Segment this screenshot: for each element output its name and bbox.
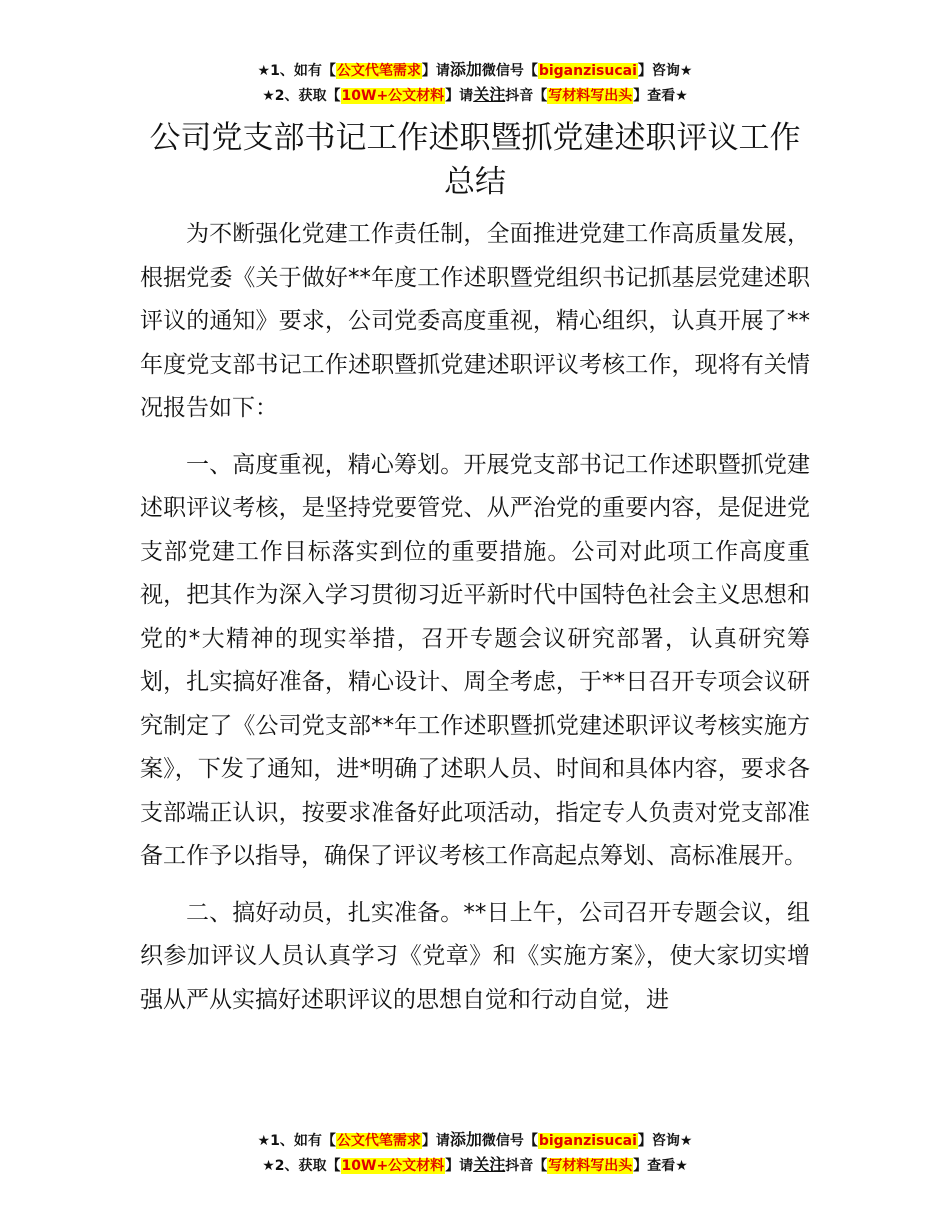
promo-emphasis: 添加 [449, 1130, 482, 1149]
promo-douyin-id: 写材料写出头 [548, 88, 633, 104]
promo-text: ★1、如有【 [257, 63, 336, 79]
promo-emphasis: 关注 [473, 1155, 506, 1174]
promo-douyin-id: 写材料写出头 [548, 1158, 633, 1174]
promo-highlight: 公文代笔需求 [336, 1133, 421, 1149]
promo-highlight: 10W+公文材料 [341, 1158, 445, 1174]
promo-banner-top [0, 58, 950, 108]
promo-line-2 [0, 83, 950, 108]
promo-text: ★2、获取【 [262, 1158, 341, 1174]
promo-text: ★2、获取【 [262, 88, 341, 104]
promo-text: 微信号【 [481, 1133, 538, 1149]
promo-text: 】请 [445, 88, 474, 104]
promo-text: 】查看★ [633, 88, 688, 104]
promo-text: ★1、如有【 [257, 1133, 336, 1149]
paragraph-intro: 为不断强化党建工作责任制，全面推进党建工作高质量发展，根据党委《关于做好**年度工作述职暨党组织书记抓基层党建述职评议的通知》要求，公司党委高度重视，精心组织，认真开展了**年度党支部书记工作述职暨抓党建述职评议考核工作，现将有关情况报告如下： [140, 221, 810, 421]
promo-line-1 [0, 58, 950, 83]
promo-wechat-id: biganzisucai [538, 63, 637, 79]
promo-line-1 [0, 1128, 950, 1153]
promo-text: 微信号【 [481, 63, 538, 79]
promo-text: 抖音【 [505, 1158, 548, 1174]
promo-banner-bottom [0, 1128, 950, 1178]
promo-line-2 [0, 1153, 950, 1178]
promo-text: 】咨询★ [637, 63, 693, 79]
promo-text: 】查看★ [633, 1158, 688, 1174]
paragraph-section-1: 一、高度重视，精心筹划。开展党支部书记工作述职暨抓党建述职评议考核，是坚持党要管党、从严治党的重要内容，是促进党支部党建工作目标落实到位的重要措施。公司对此项工作高度重视，把其作为深入学习贯彻习近平新时代中国特色社会主义思想和党的*大精神的现实举措，召开专题会议研究部署，认真研究筹划，扎实搞好准备，精心设计、周全考虑，于**日召开专项会议研究制定了《公司党支部**年工作述职暨抓党建述职评议考核实施方案》，下发了通知，进*明确了述职人员、时间和具体内容，要求各支部端正认识，按要求准备好此项活动，指定专人负责对党支部准备工作予以指导，确保了评议考核工作高起点筹划、高标准展开。 [140, 451, 810, 869]
paragraph-section-2: 二、搞好动员，扎实准备。**日上午，公司召开专题会议，组织参加评议人员认真学习《党章》和《实施方案》，使大家切实增强从严从实搞好述职评议的思想自觉和行动自觉，进 [140, 899, 810, 1013]
promo-text: 】请 [421, 63, 450, 79]
promo-wechat-id: biganzisucai [538, 1133, 637, 1149]
promo-text: 】咨询★ [637, 1133, 693, 1149]
promo-text: 】请 [421, 1133, 450, 1149]
document-title: 公司党支部书记工作述职暨抓党建述职评议工作总结 [149, 120, 801, 200]
promo-emphasis: 关注 [473, 85, 506, 104]
promo-highlight: 公文代笔需求 [336, 63, 421, 79]
promo-text: 】请 [445, 1158, 474, 1174]
promo-text: 抖音【 [505, 88, 548, 104]
promo-highlight: 10W+公文材料 [341, 88, 445, 104]
document-body [140, 213, 810, 1035]
promo-emphasis: 添加 [449, 60, 482, 79]
